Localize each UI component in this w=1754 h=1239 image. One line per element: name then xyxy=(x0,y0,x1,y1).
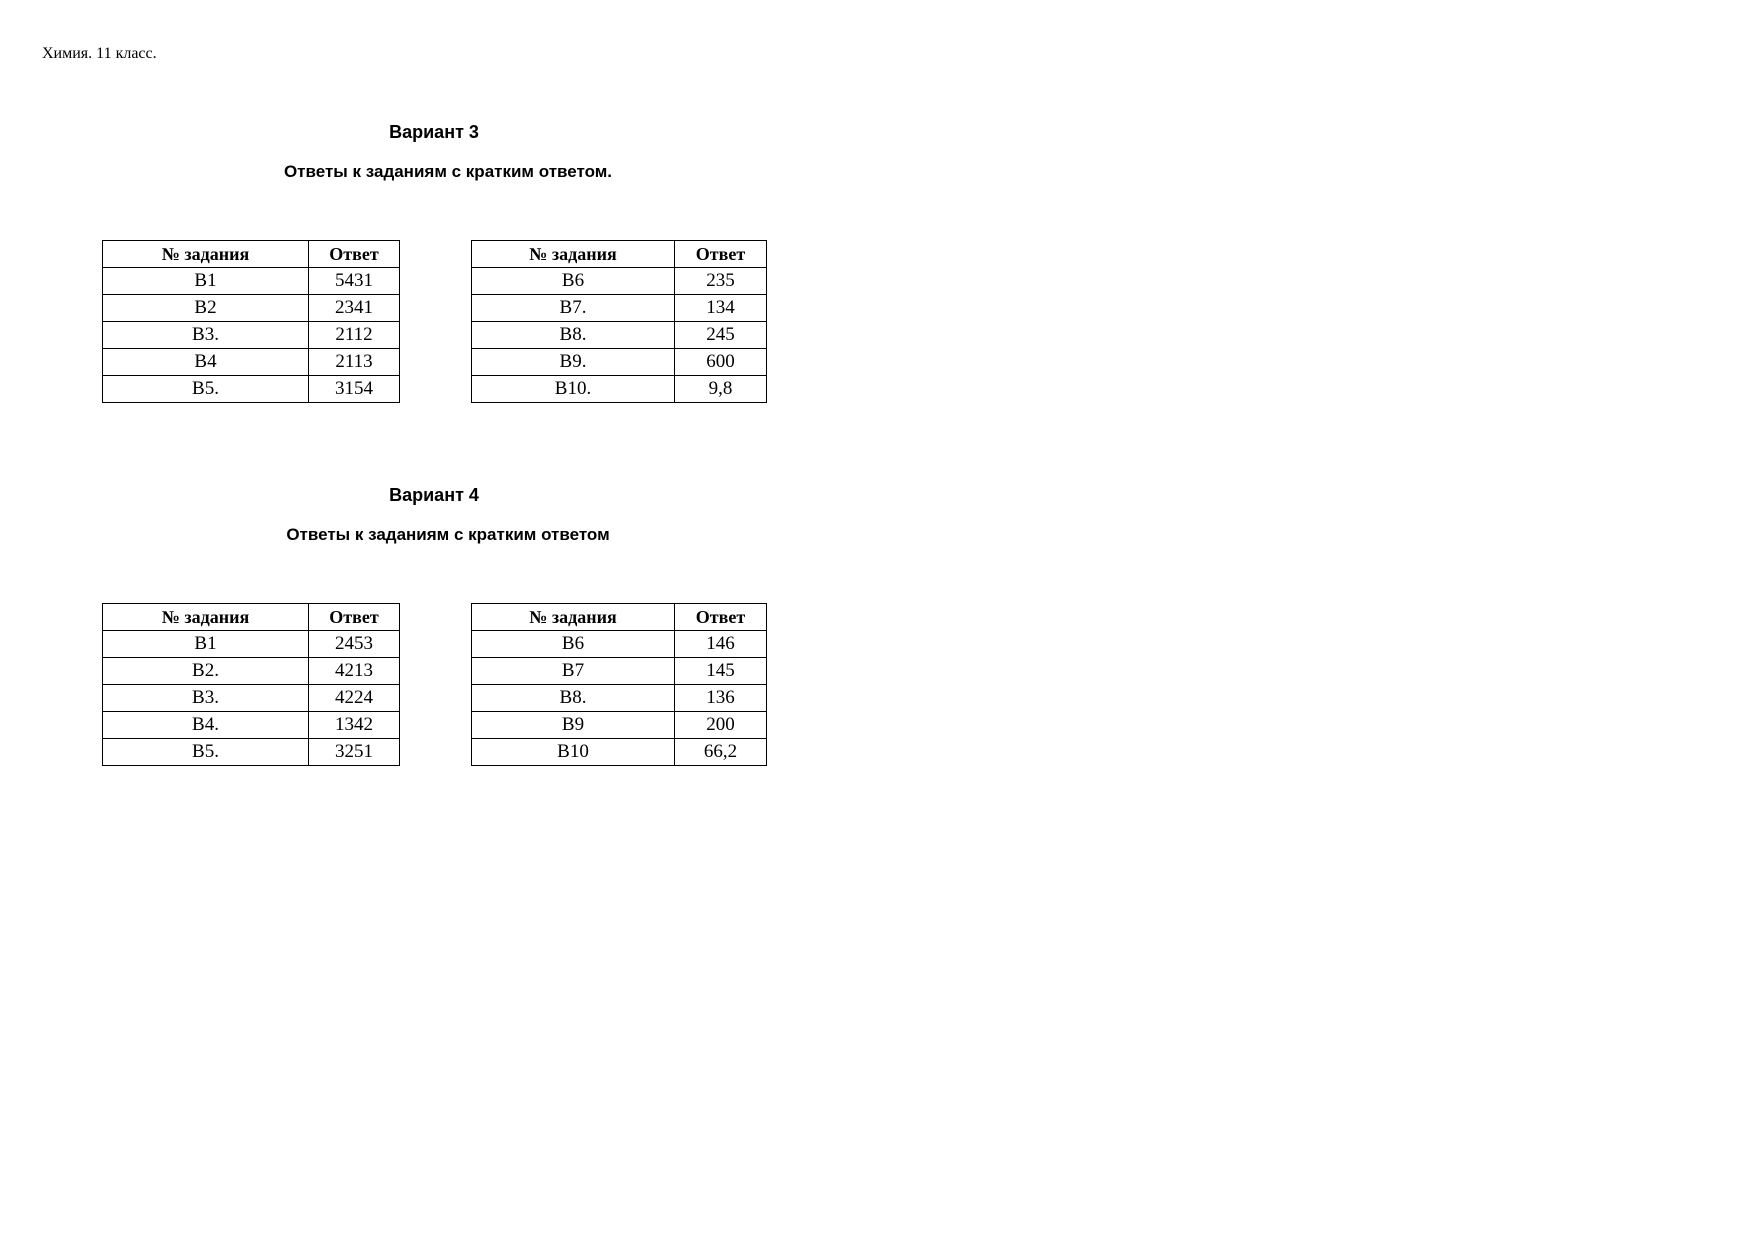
table-row xyxy=(103,658,400,685)
task-cell: B3. xyxy=(103,685,309,712)
task-cell: B8. xyxy=(472,322,675,349)
task-cell: B6 xyxy=(472,268,675,295)
task-cell: B7 xyxy=(472,658,675,685)
answer-cell: 600 xyxy=(675,349,767,376)
table-row xyxy=(472,712,767,739)
task-cell: B1 xyxy=(103,268,309,295)
task-cell: B7. xyxy=(472,295,675,322)
column-header-task: № задания xyxy=(103,604,309,631)
task-cell: B5. xyxy=(103,739,309,766)
table-row xyxy=(103,685,400,712)
task-cell: B8. xyxy=(472,685,675,712)
task-cell: B4. xyxy=(103,712,309,739)
answer-cell: 200 xyxy=(675,712,767,739)
answer-cell: 235 xyxy=(675,268,767,295)
variant-3-table-right xyxy=(471,240,767,403)
answer-cell: 1342 xyxy=(309,712,400,739)
table-row xyxy=(103,349,400,376)
task-cell: B2 xyxy=(103,295,309,322)
answer-cell: 3251 xyxy=(309,739,400,766)
answer-cell: 3154 xyxy=(309,376,400,403)
table-header-row xyxy=(472,604,767,631)
column-header-task: № задания xyxy=(103,241,309,268)
table-row xyxy=(103,268,400,295)
column-header-answer: Ответ xyxy=(309,604,400,631)
table-row xyxy=(103,739,400,766)
answer-cell: 2341 xyxy=(309,295,400,322)
table-row xyxy=(472,685,767,712)
column-header-answer: Ответ xyxy=(675,604,767,631)
table-row xyxy=(103,376,400,403)
answer-cell: 134 xyxy=(675,295,767,322)
task-cell: B3. xyxy=(103,322,309,349)
answer-cell: 66,2 xyxy=(675,739,767,766)
column-header-task: № задания xyxy=(472,604,675,631)
answer-cell: 146 xyxy=(675,631,767,658)
answer-cell: 136 xyxy=(675,685,767,712)
table-row xyxy=(103,712,400,739)
variant-4-subtitle: Ответы к заданиям с кратким ответом xyxy=(286,525,610,544)
variant-3-title: Вариант 3 xyxy=(389,122,479,142)
table-row xyxy=(472,739,767,766)
table-row xyxy=(103,295,400,322)
task-cell: B2. xyxy=(103,658,309,685)
variant-3-table-left xyxy=(102,240,400,403)
answer-cell: 245 xyxy=(675,322,767,349)
task-cell: B1 xyxy=(103,631,309,658)
answer-cell: 9,8 xyxy=(675,376,767,403)
table-header-row xyxy=(472,241,767,268)
table-row xyxy=(472,268,767,295)
task-cell: B5. xyxy=(103,376,309,403)
table-row xyxy=(472,322,767,349)
column-header-answer: Ответ xyxy=(309,241,400,268)
answer-cell: 145 xyxy=(675,658,767,685)
variant-4-table-right xyxy=(471,603,767,766)
column-header-answer: Ответ xyxy=(675,241,767,268)
table-header-row xyxy=(103,604,400,631)
answer-cell: 4224 xyxy=(309,685,400,712)
task-cell: B10 xyxy=(472,739,675,766)
answer-cell: 4213 xyxy=(309,658,400,685)
answer-cell: 2453 xyxy=(309,631,400,658)
variant-4-table-left xyxy=(102,603,400,766)
table-row xyxy=(103,322,400,349)
answer-cell: 2113 xyxy=(309,349,400,376)
answer-cell: 5431 xyxy=(309,268,400,295)
table-row xyxy=(472,376,767,403)
task-cell: B9. xyxy=(472,349,675,376)
task-cell: B10. xyxy=(472,376,675,403)
task-cell: B9 xyxy=(472,712,675,739)
table-row xyxy=(472,295,767,322)
table-row xyxy=(472,631,767,658)
table-row xyxy=(472,349,767,376)
table-row xyxy=(472,658,767,685)
header-note: Химия. 11 класс. xyxy=(42,45,157,62)
table-header-row xyxy=(103,241,400,268)
task-cell: B6 xyxy=(472,631,675,658)
column-header-task: № задания xyxy=(472,241,675,268)
variant-3-subtitle: Ответы к заданиям с кратким ответом. xyxy=(283,162,613,181)
variant-4-title: Вариант 4 xyxy=(389,485,479,505)
answer-cell: 2112 xyxy=(309,322,400,349)
table-row xyxy=(103,631,400,658)
task-cell: B4 xyxy=(103,349,309,376)
